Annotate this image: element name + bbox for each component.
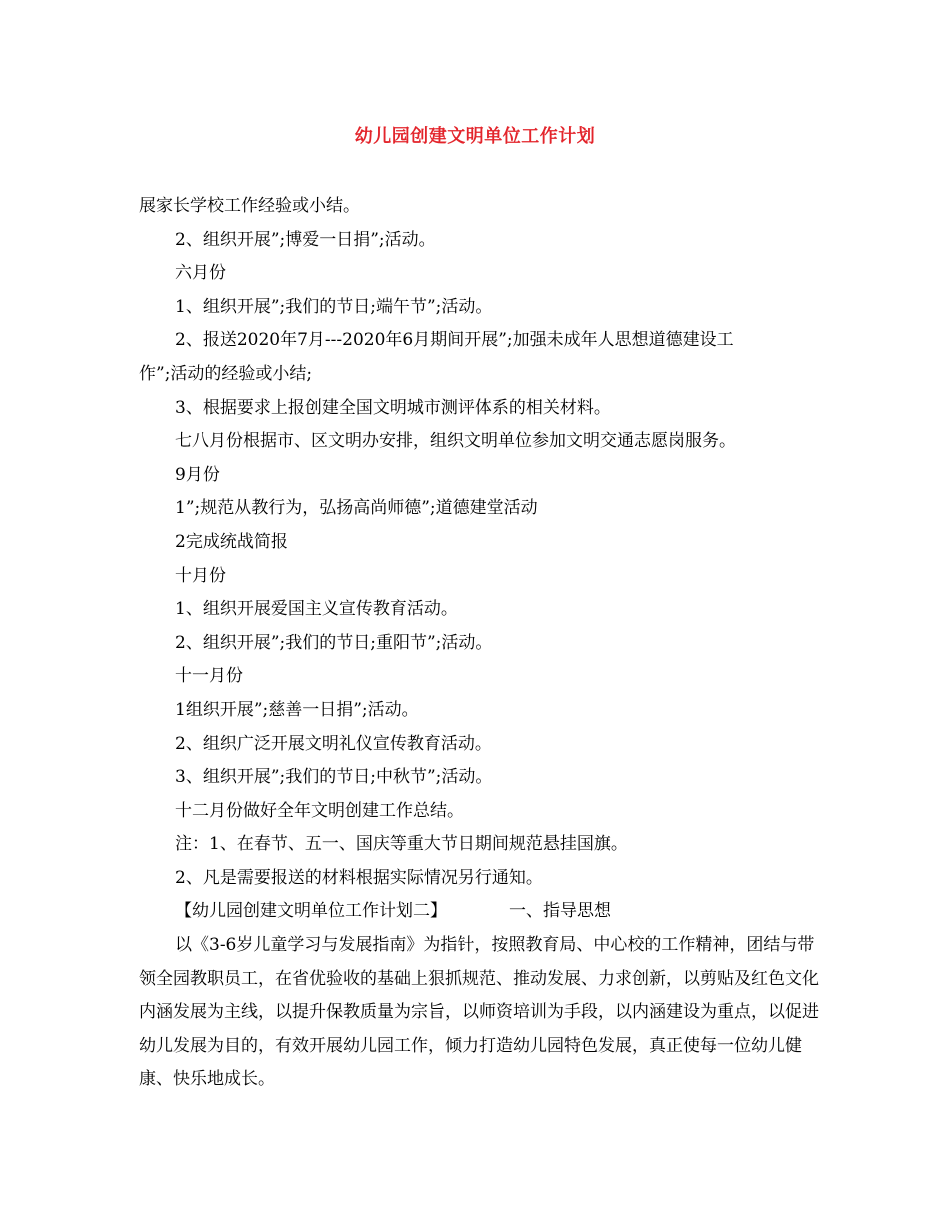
section-heading-line bbox=[139, 895, 819, 929]
body-line: 七八月份根据市、区文明办安排，组织文明单位参加文明交通志愿岗服务。 bbox=[175, 431, 736, 452]
month-heading: 9月份 bbox=[175, 464, 220, 485]
body-line: 1、组织开展”;我们的节日;端午节”;活动。 bbox=[175, 296, 493, 317]
body-line: 2、组织开展”;我们的节日;重阳节”;活动。 bbox=[175, 632, 493, 653]
body-line: 1、组织开展爱国主义宣传教育活动。 bbox=[175, 599, 458, 620]
body-line: 3、根据要求上报创建全国文明城市测评体系的相关材料。 bbox=[175, 397, 611, 418]
body-line: 2、组织广泛开展文明礼仪宣传教育活动。 bbox=[175, 733, 492, 754]
month-heading: 十月份 bbox=[175, 565, 226, 586]
body-line: 展家长学校工作经验或小结。 bbox=[139, 196, 360, 216]
body-line: 1”;规范从教行为，弘扬高尚师德”;道德建堂活动 bbox=[175, 498, 538, 519]
document-body bbox=[139, 190, 819, 1097]
guiding-paragraph: 以《3-6岁儿童学习与发展指南》为指针，按照教育局、中心校的工作精神，团结与带领全园教职员工，在省优验收的基础上狠抓规范、推动发展、力求创新，以剪贴及红色文化内涵发展为主线，以提升保教质量为宗旨，以师资培训为手段，以内涵建设为重点，以促进幼儿发展为目的，有效开展幼儿园工作，倾力打造幼儿园特色发展，真正使每一位幼儿健康、快乐地成长。 bbox=[139, 935, 819, 1090]
document-title: 幼儿园创建文明单位工作计划 bbox=[354, 126, 596, 147]
note-line: 注：1、在春节、五一、国庆等重大节日期间规范悬挂国旗。 bbox=[175, 834, 628, 855]
body-line: 2、组织开展”;博爱一日捐”;活动。 bbox=[175, 229, 436, 250]
section-subheading: 一、指导思想 bbox=[509, 901, 611, 922]
body-line: 2、报送2020年7月---2020年6月期间开展”;加强未成年人思想道德建设工 bbox=[175, 330, 734, 351]
month-heading: 六月份 bbox=[175, 263, 226, 284]
body-line: 3、组织开展”;我们的节日;中秋节”;活动。 bbox=[175, 767, 493, 788]
section-heading: 【幼儿园创建文明单位工作计划二】 bbox=[175, 901, 447, 922]
body-line: 十二月份做好全年文明创建工作总结。 bbox=[175, 800, 464, 821]
note-line: 2、凡是需要报送的材料根据实际情况另行通知。 bbox=[175, 867, 543, 888]
body-line: 1组织开展”;慈善一日捐”;活动。 bbox=[175, 699, 419, 720]
body-line: 2完成统战简报 bbox=[175, 531, 288, 552]
body-line: 作”;活动的经验或小结; bbox=[139, 363, 313, 384]
month-heading: 十一月份 bbox=[175, 666, 243, 687]
